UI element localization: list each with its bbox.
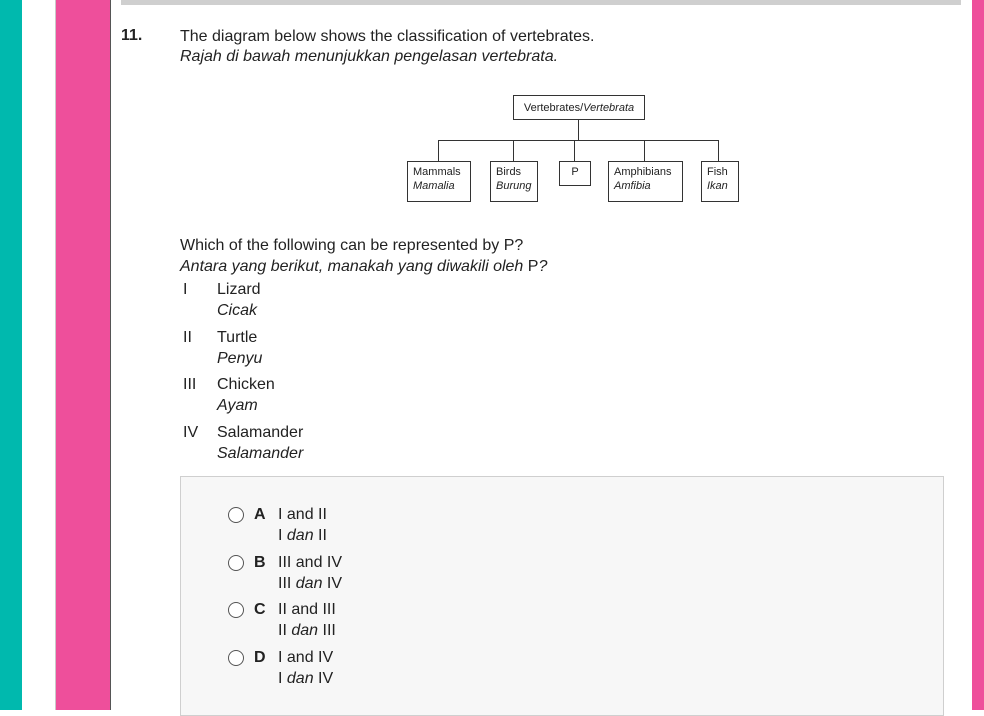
- statement-roman: III: [183, 376, 197, 393]
- choice-ms: [278, 525, 327, 546]
- diagram-box-amphibians: [608, 161, 683, 202]
- box-label-en: P: [571, 166, 579, 178]
- statement-ms: Cicak: [217, 302, 258, 319]
- statement-roman: II: [183, 329, 192, 346]
- statement-ms: Penyu: [217, 350, 263, 367]
- choice-en: I and II: [278, 506, 327, 523]
- statement-text: [217, 422, 303, 464]
- choice-ms-a: I: [278, 670, 287, 687]
- box-label-ms: Ikan: [707, 180, 728, 192]
- left-gap: [22, 0, 55, 710]
- prompt-ms-q: ?: [538, 258, 548, 275]
- diagram-box-birds: [490, 161, 538, 202]
- question-prompt: [180, 235, 547, 277]
- choice-ms-b: IV: [313, 670, 334, 687]
- radio-a[interactable]: [228, 507, 244, 523]
- drop-line: [644, 140, 645, 161]
- left-pink-bar: [55, 0, 111, 710]
- choice-text: [278, 647, 333, 689]
- right-pink-bar: [972, 0, 984, 710]
- statement-text: [217, 374, 275, 416]
- statement-text: [217, 327, 262, 369]
- statement-ms: Salamander: [217, 445, 304, 462]
- prompt-ms-main: Antara yang berikut, manakah yang diwakili oleh: [180, 258, 528, 275]
- box-label-ms: Mamalia: [413, 180, 455, 192]
- choice-ms-a: II: [278, 622, 292, 639]
- branch-line: [438, 140, 718, 141]
- choice-letter: D: [254, 649, 266, 666]
- question-number: 11.: [121, 27, 143, 44]
- choice-ms-dan: dan: [291, 622, 319, 639]
- prompt-en: Which of the following can be represented by P?: [180, 237, 524, 254]
- choice-ms: [278, 573, 342, 594]
- box-label-ms: Amfibia: [614, 180, 651, 192]
- choice-ms-dan: dan: [295, 575, 323, 592]
- radio-d[interactable]: [228, 650, 244, 666]
- top-divider: [121, 0, 961, 5]
- root-label-ms: Vertebrata: [583, 102, 635, 114]
- choice-ms: [278, 668, 333, 689]
- drop-line: [513, 140, 514, 161]
- choice-letter: B: [254, 554, 266, 571]
- choice-ms-a: I: [278, 527, 287, 544]
- statement-roman: IV: [183, 424, 199, 441]
- choice-text: [278, 504, 327, 546]
- choice-letter: A: [254, 506, 266, 523]
- drop-line: [574, 140, 575, 161]
- root-label-en: Vertebrates/: [523, 102, 584, 114]
- choice-ms-b: III: [318, 622, 336, 639]
- box-label-en: Amphibians: [614, 166, 672, 178]
- statement-ms: Ayam: [217, 397, 258, 414]
- trunk-line: [578, 120, 579, 140]
- choice-text: [278, 599, 336, 641]
- diagram-box-mammals: [407, 161, 471, 202]
- prompt-ms-p: P: [527, 258, 539, 275]
- diagram-box-p: [559, 161, 591, 186]
- choice-en: I and IV: [278, 649, 334, 666]
- box-label-ms: Burung: [496, 180, 532, 192]
- radio-b[interactable]: [228, 555, 244, 571]
- statement-text: [217, 279, 261, 321]
- answer-choices-panel: [180, 476, 944, 716]
- diagram-box-fish: [701, 161, 739, 202]
- choice-letter: C: [254, 601, 266, 618]
- drop-line: [438, 140, 439, 161]
- classification-diagram: [405, 95, 741, 205]
- question-text-en: The diagram below shows the classification of vertebrates.: [180, 28, 595, 45]
- prompt-ms: [180, 256, 547, 277]
- choice-ms-b: IV: [322, 575, 343, 592]
- choice-ms-a: III: [278, 575, 296, 592]
- statement-en: Lizard: [217, 281, 261, 298]
- box-label-en: Mammals: [413, 166, 461, 178]
- statement-en: Turtle: [217, 329, 258, 346]
- choice-en: III and IV: [278, 554, 343, 571]
- choice-ms-dan: dan: [286, 527, 314, 544]
- question-text-ms: Rajah di bawah menunjukkan pengelasan vertebrata.: [180, 48, 559, 65]
- statement-en: Salamander: [217, 424, 304, 441]
- choice-ms-dan: dan: [286, 670, 314, 687]
- choice-ms: [278, 620, 336, 641]
- question-stem: [180, 27, 594, 67]
- diagram-root: [513, 95, 645, 120]
- statement-en: Chicken: [217, 376, 275, 393]
- radio-c[interactable]: [228, 602, 244, 618]
- box-label-en: Birds: [496, 166, 522, 178]
- box-label-en: Fish: [707, 166, 728, 178]
- left-teal-bar: [0, 0, 22, 710]
- statement-roman: I: [183, 281, 188, 298]
- choice-en: II and III: [278, 601, 336, 618]
- drop-line: [718, 140, 719, 161]
- choice-ms-b: II: [313, 527, 327, 544]
- choice-text: [278, 552, 342, 594]
